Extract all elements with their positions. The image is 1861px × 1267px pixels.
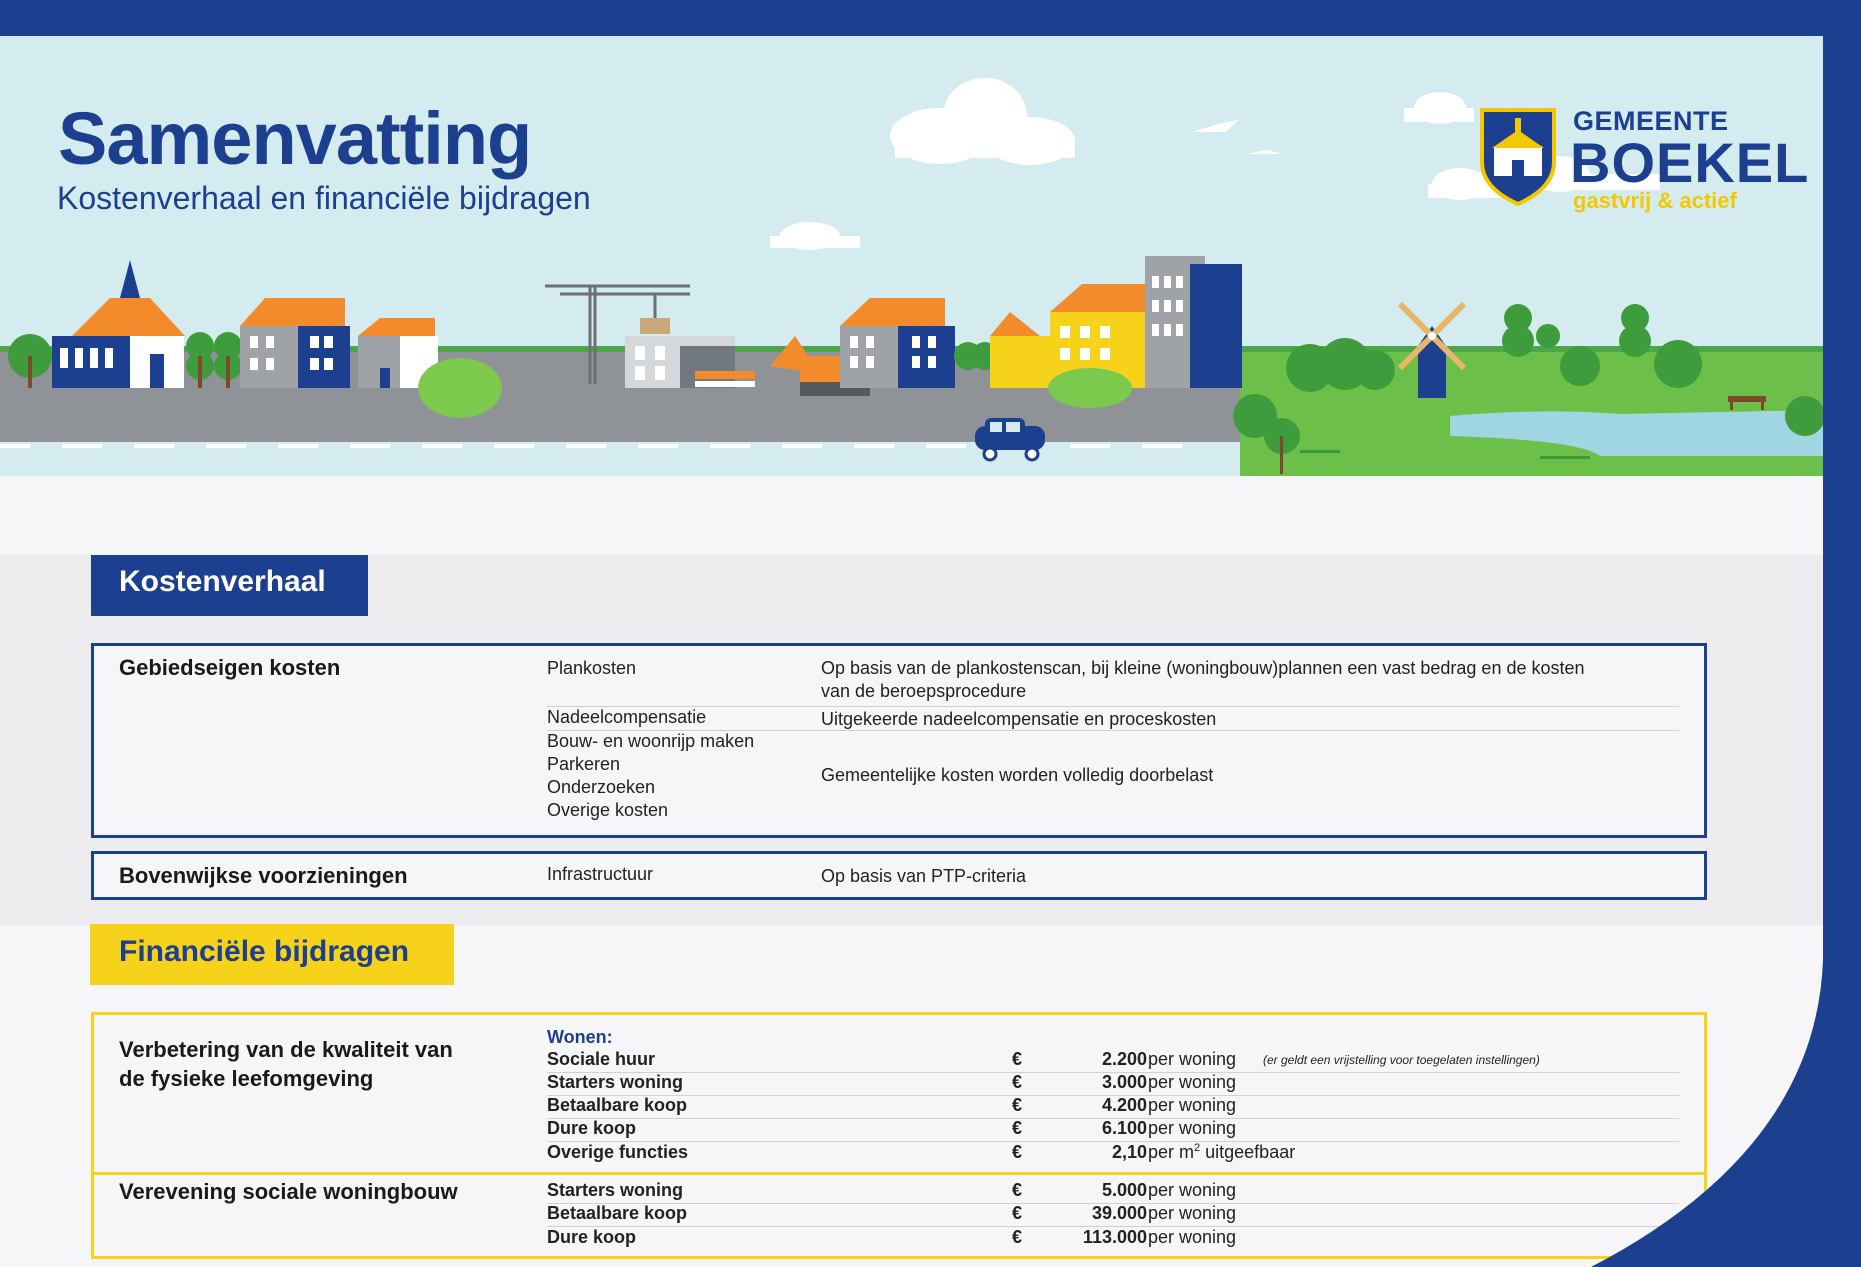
row-label: Starters woning (547, 1072, 684, 1092)
crane-load (640, 318, 670, 334)
amount: 113.000 (1082, 1227, 1147, 1247)
group-label: Wonen: (547, 1027, 613, 1047)
amount: 39.000 (1091, 1203, 1147, 1223)
church-icon (52, 260, 185, 388)
bovenwijkse-voorzieningen-box (91, 851, 1707, 900)
row-label: Betaalbare koop (547, 1203, 688, 1223)
unit: per woning (1148, 1180, 1237, 1200)
item-label: Overige kosten (547, 800, 669, 820)
item-label: Infrastructuur (547, 864, 654, 884)
note: (er geldt een vrijstelling voor toegelaten instellingen) (1263, 1053, 1540, 1067)
currency-symbol: € (1012, 1095, 1023, 1115)
currency-symbol: € (1012, 1072, 1023, 1092)
category-label-line2: de fysieke leefomgeving (119, 1066, 374, 1091)
currency-symbol: € (1012, 1227, 1023, 1247)
item-label: Onderzoeken (547, 777, 656, 797)
kostenverhaal-heading: Kostenverhaal (91, 555, 368, 616)
unit: per woning (1148, 1203, 1237, 1223)
item-description: Uitgekeerde nadeelcompensatie en proceskosten (821, 709, 1217, 729)
financiele-bijdragen-heading: Financiële bijdragen (90, 924, 454, 985)
amount: 2.200 (1101, 1049, 1147, 1069)
kwaliteit-leefomgeving-box (91, 1012, 1707, 1175)
amount: 3.000 (1101, 1072, 1147, 1092)
page-subtitle: Kostenverhaal en financiële bijdragen (57, 180, 591, 216)
gebiedseigen-kosten-box (91, 643, 1707, 838)
verevening-box (91, 1172, 1707, 1259)
page-title: Samenvatting (58, 97, 532, 180)
item-label: Nadeelcompensatie (547, 707, 707, 727)
row-label: Sociale huur (547, 1049, 656, 1069)
corner-curve-decoration (1501, 0, 1861, 1267)
currency-symbol: € (1012, 1118, 1023, 1138)
currency-symbol: € (1012, 1203, 1023, 1223)
currency-symbol: € (1012, 1180, 1023, 1200)
item-label: Bouw- en woonrijp maken (547, 731, 755, 751)
category-label: Verevening sociale woningbouw (119, 1179, 458, 1204)
logo-line2: BOEKEL (1570, 131, 1810, 194)
grouped-description: Gemeentelijke kosten worden volledig doorbelast (821, 765, 1214, 785)
row-label: Betaalbare koop (547, 1095, 688, 1115)
unit: per woning (1148, 1095, 1237, 1115)
amount: 4.200 (1101, 1095, 1147, 1115)
unit: per woning (1148, 1072, 1237, 1092)
amount: 6.100 (1101, 1118, 1147, 1138)
row-label: Overige functies (547, 1142, 689, 1162)
row-label: Dure koop (547, 1118, 637, 1138)
amount: 2,10 (1111, 1142, 1147, 1162)
row-label: Starters woning (547, 1180, 684, 1200)
unit: per $m^2$ uitgeefbaar (1148, 1142, 1296, 1162)
logo-line1: GEMEENTE (1573, 106, 1729, 136)
item-label: Plankosten (547, 658, 637, 678)
amount: 5.000 (1101, 1180, 1147, 1200)
category-label: Bovenwijkse voorzieningen (119, 863, 408, 888)
item-description: Op basis van PTP-criteria (821, 866, 1027, 886)
unit: per woning (1148, 1118, 1237, 1138)
category-label-line1: Verbetering van de kwaliteit van (119, 1037, 453, 1062)
currency-symbol: € (1012, 1049, 1023, 1069)
apartment-icons (840, 256, 1242, 408)
category-label: Gebiedseigen kosten (119, 655, 341, 680)
item-label: Parkeren (547, 754, 621, 774)
unit: per woning (1148, 1227, 1237, 1247)
currency-symbol: € (1012, 1142, 1023, 1162)
unit: per woning (1148, 1049, 1237, 1069)
logo-tagline: gastvrij & actief (1573, 188, 1737, 213)
item-description: Op basis van de plankostenscan, bij kleine (woningbouw)plannen een vast bedrag en de kosten van de beroepsprocedure (821, 658, 1585, 701)
row-label: Dure koop (547, 1227, 637, 1247)
